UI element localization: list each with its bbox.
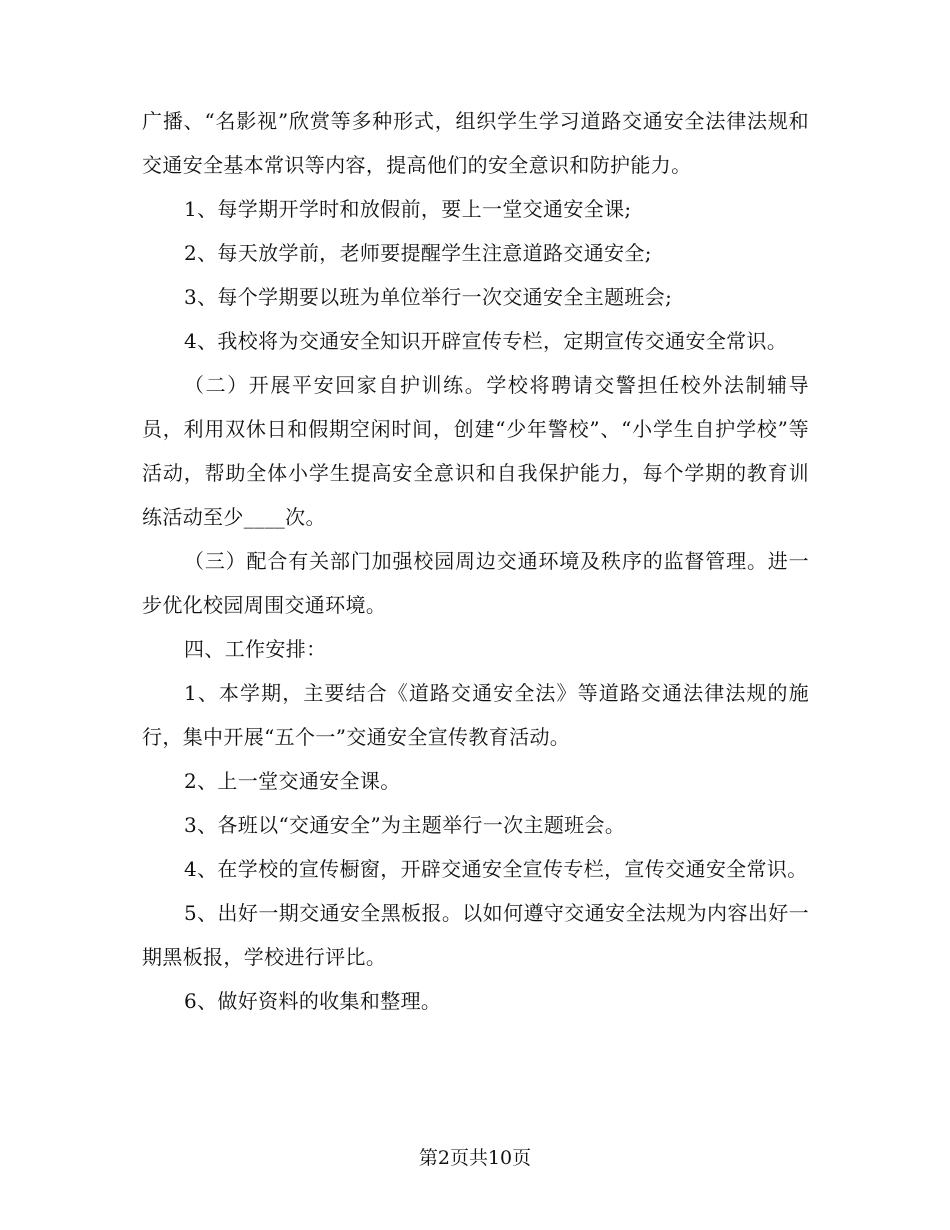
paragraph-continuation: 广播、“名影视”欣赏等多种形式，组织学生学习道路交通安全法律法规和交通安全基本常识等内容，提高他们的安全意识和防护能力。 <box>142 109 809 177</box>
paragraph-item-1: 1、每学期开学时和放假前，要上一堂交通安全课; <box>184 197 632 221</box>
section-heading-work-plan: 四、工作安排： <box>184 637 327 661</box>
paragraph-plan-5: 5、出好一期交通安全黑板报。以如何遵守交通安全法规为内容出好一期黑板报，学校进行评比。 <box>142 901 809 969</box>
paragraph-item-3: 3、每个学期要以班为单位举行一次交通安全主题班会; <box>184 285 673 309</box>
paragraph-plan-1: 1、本学期，主要结合《道路交通安全法》等道路交通法律法规的施行，集中开展“五个一”交通安全宣传教育活动。 <box>142 681 809 749</box>
paragraph-item-2: 2、每天放学前，老师要提醒学生注意道路交通安全; <box>184 241 652 265</box>
page-number-footer: 第2页共10页 <box>418 1147 532 1169</box>
paragraph-plan-4: 4、在学校的宣传橱窗，开辟交通安全宣传专栏，宣传交通安全常识。 <box>184 857 808 881</box>
paragraph-plan-2: 2、上一堂交通安全课。 <box>184 769 401 793</box>
paragraph-plan-6: 6、做好资料的收集和整理。 <box>184 989 442 1013</box>
paragraph-item-4: 4、我校将为交通安全知识开辟宣传专栏，定期宣传交通安全常识。 <box>184 329 788 353</box>
paragraph-section-three: （三）配合有关部门加强校园周边交通环境及秩序的监督管理。进一步优化校园周围交通环境。 <box>142 549 809 617</box>
paragraph-plan-3: 3、各班以“交通安全”为主题举行一次主题班会。 <box>184 813 626 837</box>
paragraph-section-two: （二）开展平安回家自护训练。学校将聘请交警担任校外法制辅导员，利用双休日和假期空闲时间，创建“少年警校”、“小学生自护学校”等活动，帮助全体小学生提高安全意识和自我保护能力，每个学期的教育训练活动至少____次。 <box>142 373 809 529</box>
document-body <box>142 99 809 1023</box>
